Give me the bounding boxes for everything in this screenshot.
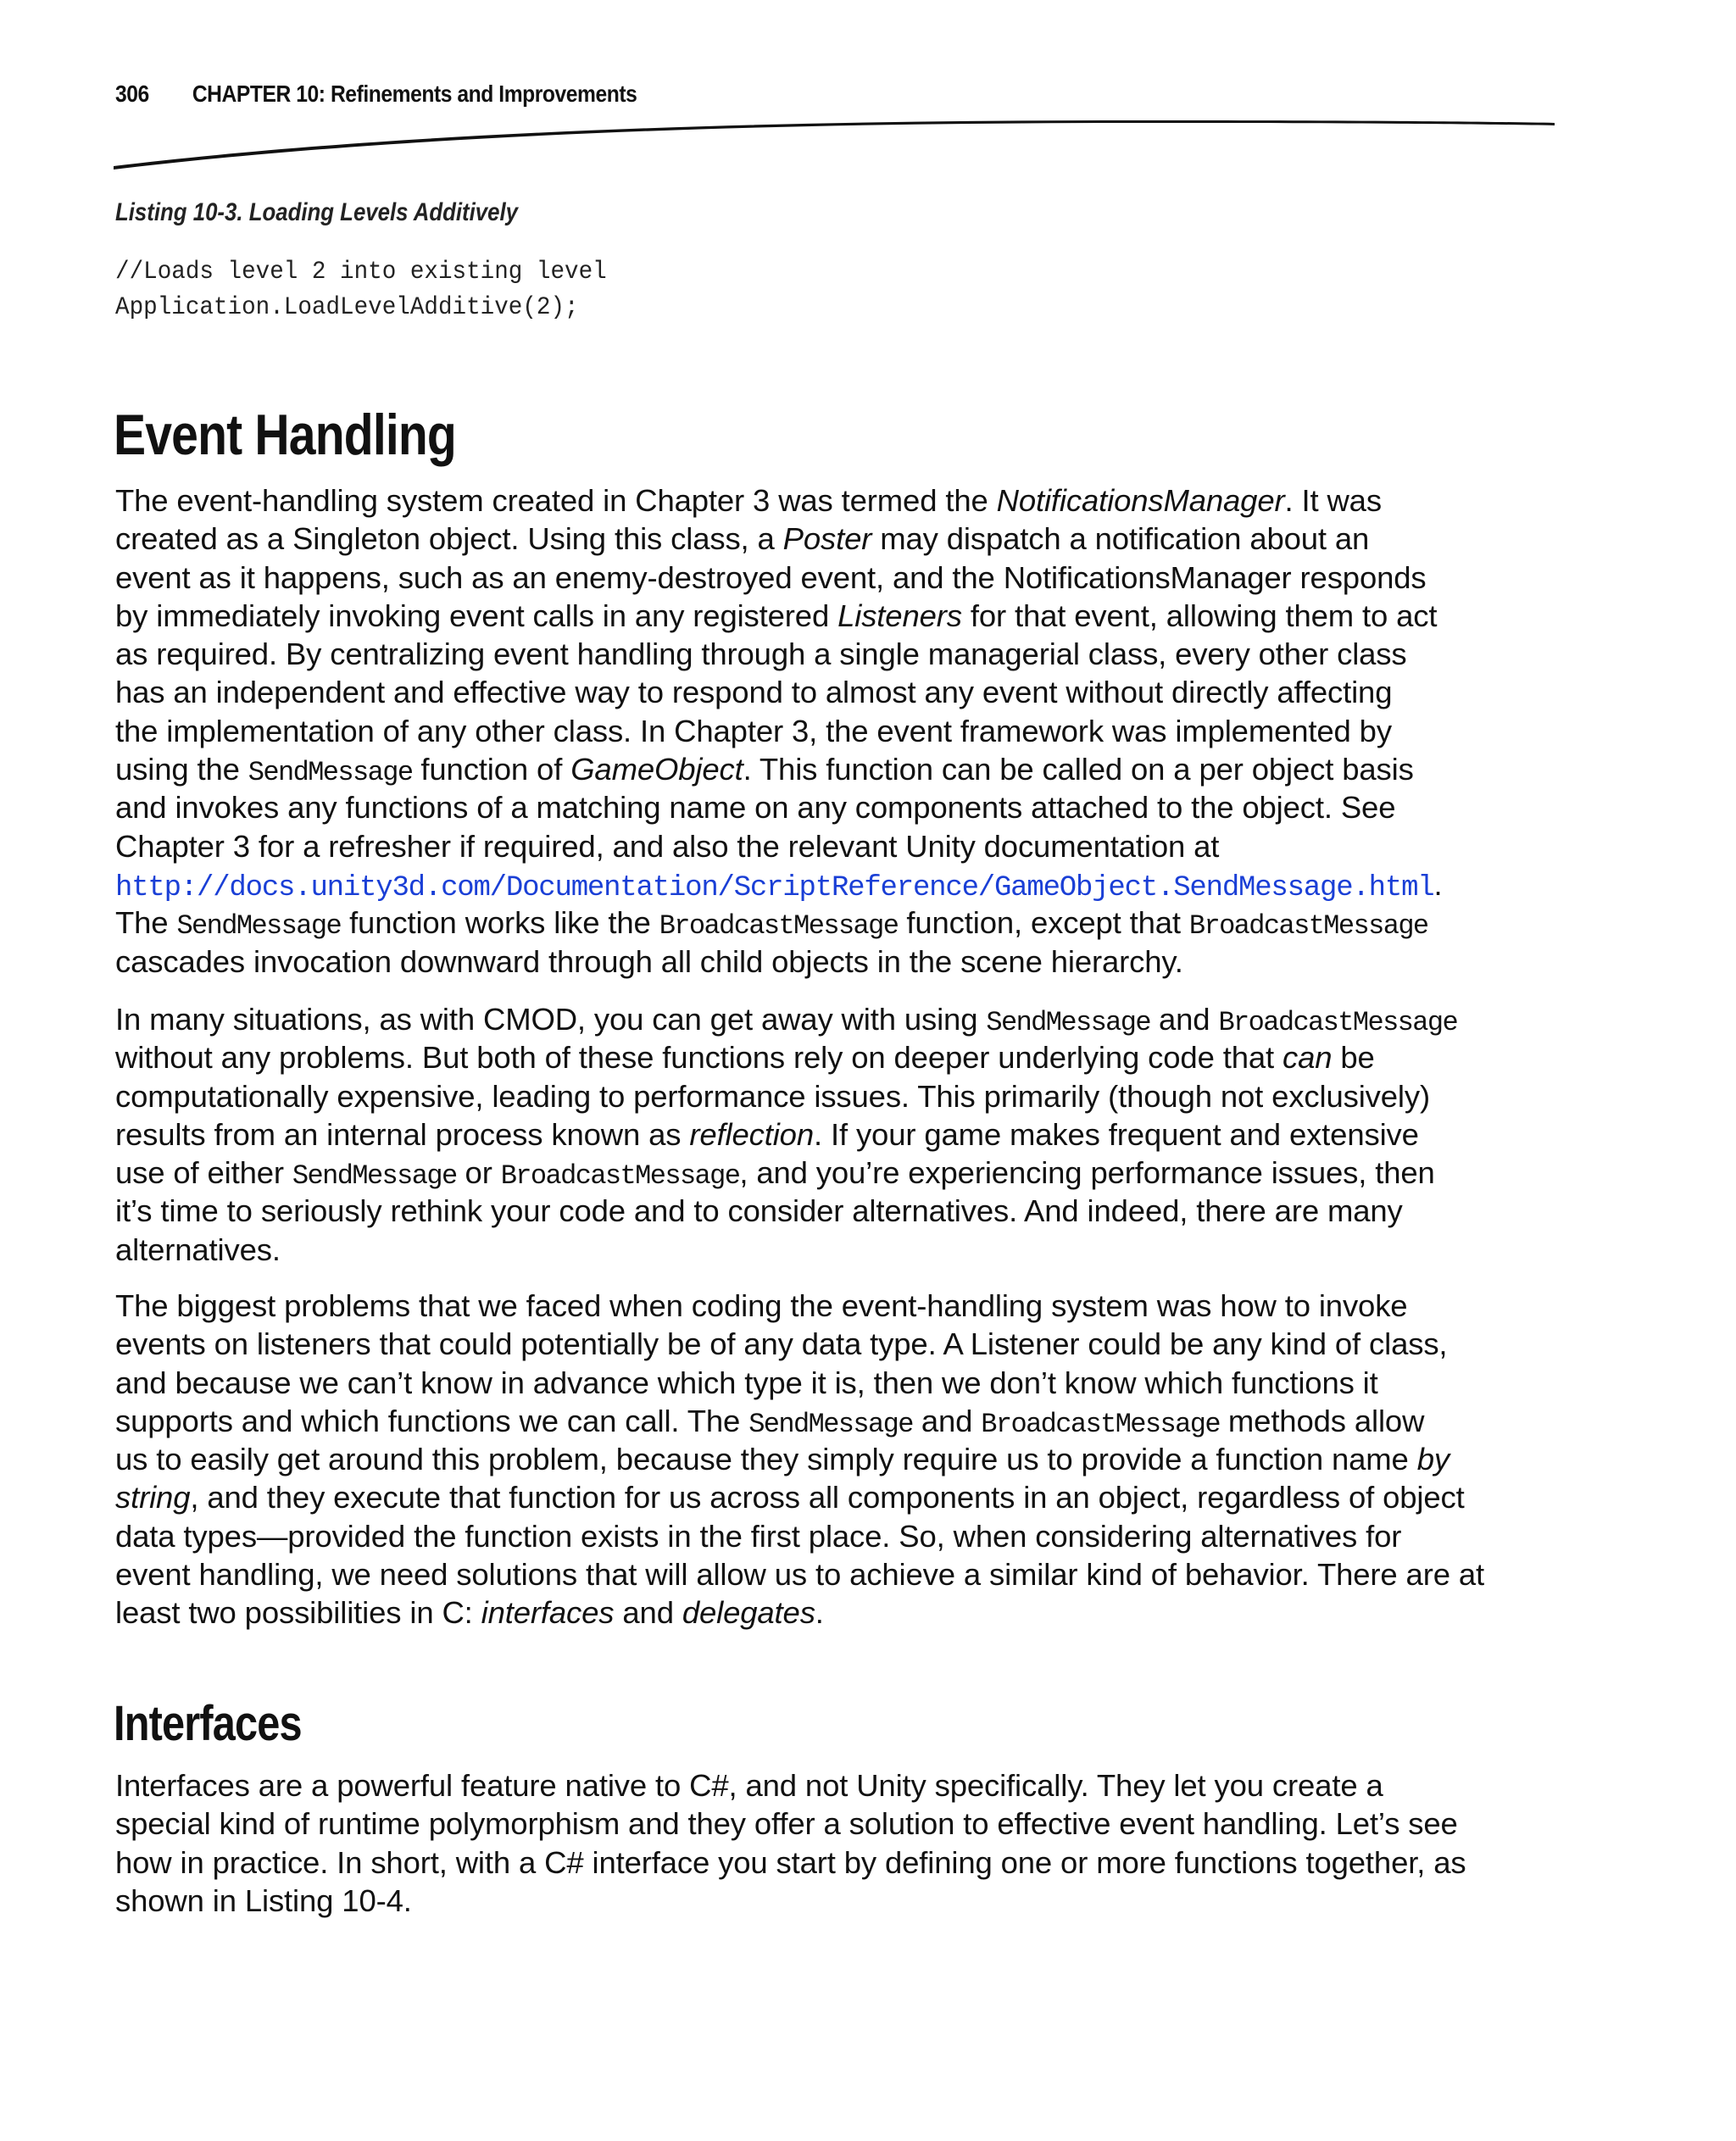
inline-code: BroadcastMessage (1188, 910, 1428, 943)
text-line: the implementation of any other class. In Chapter 3, the event framework was implemented by (115, 713, 1392, 748)
text-line: us to easily get around this problem, because they simply require us to provide a function name by (115, 1442, 1449, 1477)
text-line: event handling, we need solutions that will allow us to achieve a similar kind of behavior. There are at (115, 1557, 1484, 1593)
text-line: it’s time to seriously rethink your code and to consider alternatives. And indeed, there are many (115, 1193, 1403, 1229)
inline-code: BroadcastMessage (981, 1408, 1220, 1440)
paragraph (115, 481, 1556, 981)
text-line: http://docs.unity3d.com/Documentation/ScriptReference/GameObject.SendMessage.html. (115, 866, 1443, 904)
text-line: In many situations, as with CMOD, you can get away with using SendMessage and BroadcastMessage (115, 1002, 1458, 1038)
text-line: and because we can’t know in advance which type it is, then we don’t know which functions it (115, 1365, 1378, 1400)
text-line: computationally expensive, leading to performance issues. This primarily (though not exclusively) (115, 1078, 1430, 1114)
text-line: has an independent and effective way to respond to almost any event without directly affecting (115, 675, 1393, 710)
text-line: The SendMessage function works like the BroadcastMessage function, except that BroadcastMessage (115, 905, 1428, 943)
text-line: Chapter 3 for a refresher if required, and also the relevant Unity documentation at (115, 828, 1220, 864)
text-line: as required. By centralizing event handling through a single managerial class, every other class (115, 637, 1407, 672)
text-line: using the SendMessage function of GameObject. This function can be called on a per object basis (115, 752, 1414, 789)
text-line: how in practice. In short, with a C# interface you start by defining one or more functions together, as (115, 1844, 1466, 1880)
text-line: cascades invocation downward through all child objects in the scene hierarchy. (115, 943, 1183, 979)
chapter-title: CHAPTER 10: Refinements and Improvements (192, 81, 637, 107)
code-line: Application.LoadLevelAdditive(2); (115, 293, 579, 322)
page-number: 306 (115, 81, 149, 107)
text-line: results from an internal process known as reflection. If your game makes frequent and extensive (115, 1116, 1419, 1152)
text-line: supports and which functions we can call. The SendMessage and BroadcastMessage methods allow (115, 1403, 1425, 1440)
text-line: without any problems. But both of these functions rely on deeper underlying code that can be (115, 1040, 1375, 1076)
inline-code: SendMessage (986, 1007, 1150, 1038)
text-line: The biggest problems that we faced when coding the event-handling system was how to invoke (115, 1288, 1408, 1323)
text-line: special kind of runtime polymorphism and they offer a solution to effective event handling. Let’s see (115, 1806, 1458, 1842)
text-line: and invokes any functions of a matching name on any components attached to the object. See (115, 790, 1396, 826)
paragraph (115, 1287, 1556, 1632)
paragraph (115, 1000, 1556, 1269)
text-line: use of either SendMessage or BroadcastMessage, and you’re experiencing performance issues, then (115, 1155, 1435, 1193)
inline-code: BroadcastMessage (659, 910, 899, 943)
listing-caption: Listing 10-3. Loading Levels Additively (115, 198, 519, 226)
text-line: event as it happens, such as an enemy-destroyed event, and the NotificationsManager responds (115, 559, 1427, 595)
text-line: events on listeners that could potentially be of any data type. A Listener could be any kind of class, (115, 1326, 1448, 1362)
text-line: shown in Listing 10-4. (115, 1882, 412, 1918)
inline-code: BroadcastMessage (1218, 1007, 1458, 1038)
text-line: string, and they execute that function for us across all components in an object, regardless of object (115, 1480, 1465, 1515)
text-line: Interfaces are a powerful feature native to C#, and not Unity specifically. They let you create a (115, 1768, 1383, 1803)
inline-code: SendMessage (292, 1160, 457, 1193)
inline-code: SendMessage (248, 757, 413, 789)
section-heading-event-handling: Event Handling (114, 403, 456, 467)
inline-code: BroadcastMessage (500, 1160, 740, 1193)
inline-code: SendMessage (176, 910, 342, 943)
documentation-link[interactable]: http://docs.unity3d.com/Documentation/ScriptReference/GameObject.SendMessage.html (115, 871, 1434, 904)
text-line: by immediately invoking event calls in any registered Listeners for that event, allowing them to act (115, 598, 1438, 633)
text-line: data types—provided the function exists in the first place. So, when considering alternatives for (115, 1518, 1402, 1554)
header-swoosh-rule (114, 110, 1555, 178)
text-line: alternatives. (115, 1232, 281, 1267)
inline-code: SendMessage (748, 1408, 913, 1440)
code-line: //Loads level 2 into existing level (115, 258, 607, 286)
section-heading-interfaces: Interfaces (114, 1696, 302, 1751)
paragraph (115, 1766, 1556, 1920)
text-line: created as a Singleton object. Using this class, a Poster may dispatch a notification about an (115, 521, 1370, 557)
text-line: The event-handling system created in Chapter 3 was termed the NotificationsManager. It was (115, 483, 1382, 518)
running-header (115, 81, 637, 114)
text-line: least two possibilities in C: interfaces and delegates. (115, 1595, 824, 1631)
